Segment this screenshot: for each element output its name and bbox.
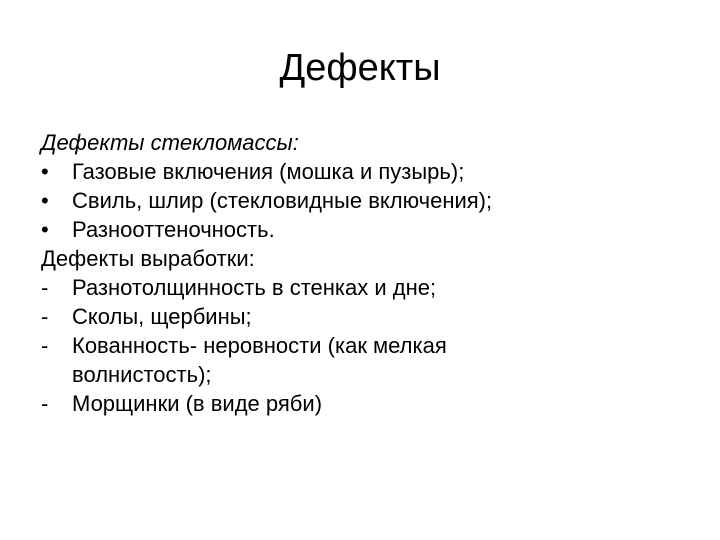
dash-marker: -	[41, 275, 49, 300]
list-item	[41, 215, 691, 244]
list-item-text: Свиль, шлир (стекловидные включения);	[72, 188, 493, 213]
list-item	[41, 157, 691, 186]
list-item-text: Газовые включения (мошка и пузырь);	[72, 159, 465, 184]
list-item	[41, 389, 691, 418]
list-item-text: Сколы, щербины;	[72, 304, 252, 329]
list-item-text: Разнооттеночность.	[72, 217, 275, 242]
section-heading-glass-defects: Дефекты стекломассы:	[41, 130, 299, 155]
dash-marker: -	[41, 304, 49, 329]
dash-marker: -	[41, 391, 49, 416]
slide-title: Дефекты	[279, 47, 441, 89]
list-item	[41, 186, 691, 215]
list-item	[41, 273, 691, 302]
bullet-marker: •	[41, 188, 49, 213]
dash-marker: -	[41, 333, 49, 358]
bullet-marker: •	[41, 159, 49, 184]
bullet-marker: •	[41, 217, 49, 242]
list-item-text: Кованность- неровности (как мелкая волнистость);	[72, 333, 447, 387]
list-item	[41, 331, 691, 389]
section-heading-production-defects: Дефекты выработки:	[41, 246, 255, 271]
slide-body	[41, 128, 691, 418]
list-item-text: Морщинки (в виде ряби)	[72, 391, 323, 416]
list-item	[41, 302, 691, 331]
list-item-text: Разнотолщинность в стенках и дне;	[72, 275, 437, 300]
